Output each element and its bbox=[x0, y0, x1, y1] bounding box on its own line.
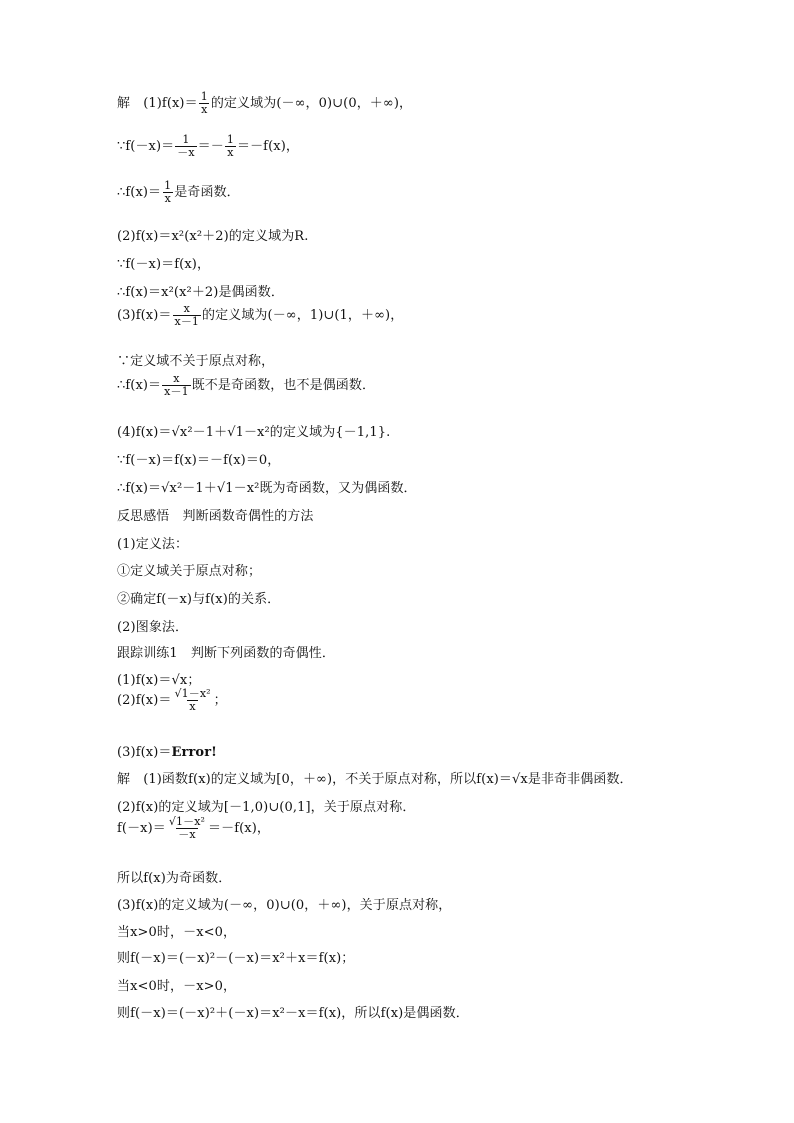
text-line-l4 bbox=[117, 229, 308, 244]
fraction-numerator: 1 bbox=[164, 179, 172, 192]
line-text-before: (3)f(x)＝ bbox=[117, 745, 172, 760]
text-line-l21 bbox=[117, 745, 217, 760]
line-text: 解 (1)函数f(x)的定义域为[0，＋∞)，不关于原点对称，所以f(x)＝√x是非奇非偶函数． bbox=[117, 772, 633, 787]
line-text: 当x>0时，－x<0， bbox=[117, 925, 237, 940]
line-text: 则f(－x)＝(－x)²＋(－x)＝x²－x＝f(x)，所以f(x)是偶函数． bbox=[117, 1006, 469, 1021]
fraction-numerator: 1 bbox=[226, 133, 234, 146]
fraction-numerator: x bbox=[173, 372, 180, 385]
line-text: (2)图象法． bbox=[117, 620, 189, 635]
text-line-l22 bbox=[117, 772, 633, 787]
fraction-numerator: x bbox=[183, 302, 190, 315]
text-line-l14 bbox=[117, 537, 188, 552]
fraction-denominator: x bbox=[189, 700, 196, 713]
text-line-l27 bbox=[117, 925, 236, 940]
fraction-denominator: －x bbox=[178, 828, 196, 841]
line-text-before: 解 (1)f(x)＝ bbox=[117, 96, 198, 111]
line-text: (2)f(x)的定义域为[－1,0)∪(0,1]，关于原点对称． bbox=[117, 800, 416, 815]
line-text-after: 的定义域为(－∞，1)∪(1，＋∞)， bbox=[202, 308, 404, 323]
text-line-l9 bbox=[117, 373, 375, 398]
text-line-l11 bbox=[117, 453, 280, 468]
text-line-l16 bbox=[117, 592, 280, 607]
text-line-l6 bbox=[117, 285, 284, 300]
line-text: 则f(－x)＝(－x)²－(－x)＝x²＋x＝f(x)； bbox=[117, 951, 355, 966]
fraction-numerator: 1 bbox=[182, 133, 190, 146]
line-text: 反思感悟 判断函数奇偶性的方法 bbox=[117, 509, 314, 524]
line-text-after: 既不是奇函数，也不是偶函数． bbox=[191, 378, 376, 393]
line-text: (1)f(x)＝√x； bbox=[117, 673, 201, 688]
fraction-numerator: 1 bbox=[200, 90, 208, 103]
line-text: (1)定义法： bbox=[117, 537, 189, 552]
text-line-l26 bbox=[117, 898, 451, 913]
text-line-l28 bbox=[117, 951, 354, 966]
text-line-l10 bbox=[117, 425, 390, 440]
line-text-before: ∴f(x)＝ bbox=[117, 185, 162, 200]
text-line-l13 bbox=[117, 509, 314, 524]
line-text-after: 的定义域为(－∞，0)∪(0，＋∞)， bbox=[210, 96, 413, 111]
text-line-l30 bbox=[117, 1006, 469, 1021]
line-text-after: 是奇函数． bbox=[174, 185, 240, 200]
line-text-before: (3)f(x)＝ bbox=[117, 308, 172, 323]
fraction-denominator: x bbox=[164, 192, 171, 205]
fraction bbox=[162, 373, 191, 398]
text-line-l3 bbox=[117, 180, 240, 205]
text-line-l5 bbox=[117, 257, 210, 272]
fraction-denominator: x－1 bbox=[164, 385, 189, 398]
text-line-l8 bbox=[117, 354, 274, 369]
text-line-l18 bbox=[117, 646, 335, 661]
text-line-l29 bbox=[117, 979, 236, 994]
line-text-after: ＝－f(x)， bbox=[208, 821, 271, 836]
line-text-after: ； bbox=[213, 693, 227, 708]
text-line-l15 bbox=[117, 564, 261, 579]
text-line-l23 bbox=[117, 800, 415, 815]
fraction bbox=[175, 134, 196, 159]
text-line-l20 bbox=[117, 688, 227, 713]
line-text: (4)f(x)＝√x²－1＋√1－x²的定义域为{－1,1}. bbox=[117, 425, 391, 440]
fraction bbox=[167, 816, 207, 841]
line-text-after: ＝－ bbox=[197, 139, 224, 154]
text-line-l7 bbox=[117, 303, 403, 328]
line-text-before: ∴f(x)＝ bbox=[117, 378, 162, 393]
line-text: ∴f(x)＝√x²－1＋√1－x²既为奇函数，又为偶函数． bbox=[117, 481, 417, 496]
line-text-before: ∵f(－x)＝ bbox=[117, 139, 175, 154]
line-text-after: ＝－f(x)， bbox=[236, 139, 299, 154]
fraction-denominator: x bbox=[201, 103, 208, 116]
fraction bbox=[162, 180, 173, 205]
text-line-l2 bbox=[117, 134, 299, 159]
line-text: ∴f(x)＝x²(x²＋2)是偶函数． bbox=[117, 285, 284, 300]
line-text: ②确定f(－x)与f(x)的关系． bbox=[117, 592, 281, 607]
text-line-l19 bbox=[117, 673, 200, 688]
fraction-denominator: x－1 bbox=[174, 315, 200, 328]
error-text: Error! bbox=[171, 745, 217, 760]
text-line-l1 bbox=[117, 91, 412, 116]
fraction bbox=[173, 303, 202, 328]
line-text: ①定义域关于原点对称； bbox=[117, 564, 262, 579]
fraction bbox=[173, 688, 213, 713]
fraction-numerator: √1－x² bbox=[174, 687, 211, 700]
line-text: 所以f(x)为奇函数． bbox=[117, 871, 232, 886]
text-line-l12 bbox=[117, 481, 417, 496]
line-text: ∵定义域不关于原点对称， bbox=[117, 354, 275, 369]
line-text: ∵f(－x)＝f(x)， bbox=[117, 257, 211, 272]
line-text: 当x<0时，－x>0， bbox=[117, 979, 237, 994]
fraction bbox=[225, 134, 236, 159]
line-text: (3)f(x)的定义域为(－∞，0)∪(0，＋∞)，关于原点对称， bbox=[117, 898, 452, 913]
line-text-before: f(－x)＝ bbox=[117, 821, 166, 836]
line-text: 跟踪训练1 判断下列函数的奇偶性． bbox=[117, 646, 335, 661]
fraction-denominator: －x bbox=[177, 146, 195, 159]
text-line-l24 bbox=[117, 816, 270, 841]
line-text: (2)f(x)＝x²(x²＋2)的定义域为R. bbox=[117, 229, 309, 244]
text-line-l17 bbox=[117, 620, 188, 635]
text-line-l25 bbox=[117, 871, 231, 886]
line-text-before: (2)f(x)＝ bbox=[117, 693, 172, 708]
fraction-denominator: x bbox=[227, 146, 234, 159]
fraction-numerator: √1－x² bbox=[168, 815, 206, 828]
line-text: ∵f(－x)＝f(x)＝－f(x)＝0， bbox=[117, 453, 281, 468]
fraction bbox=[199, 91, 210, 116]
